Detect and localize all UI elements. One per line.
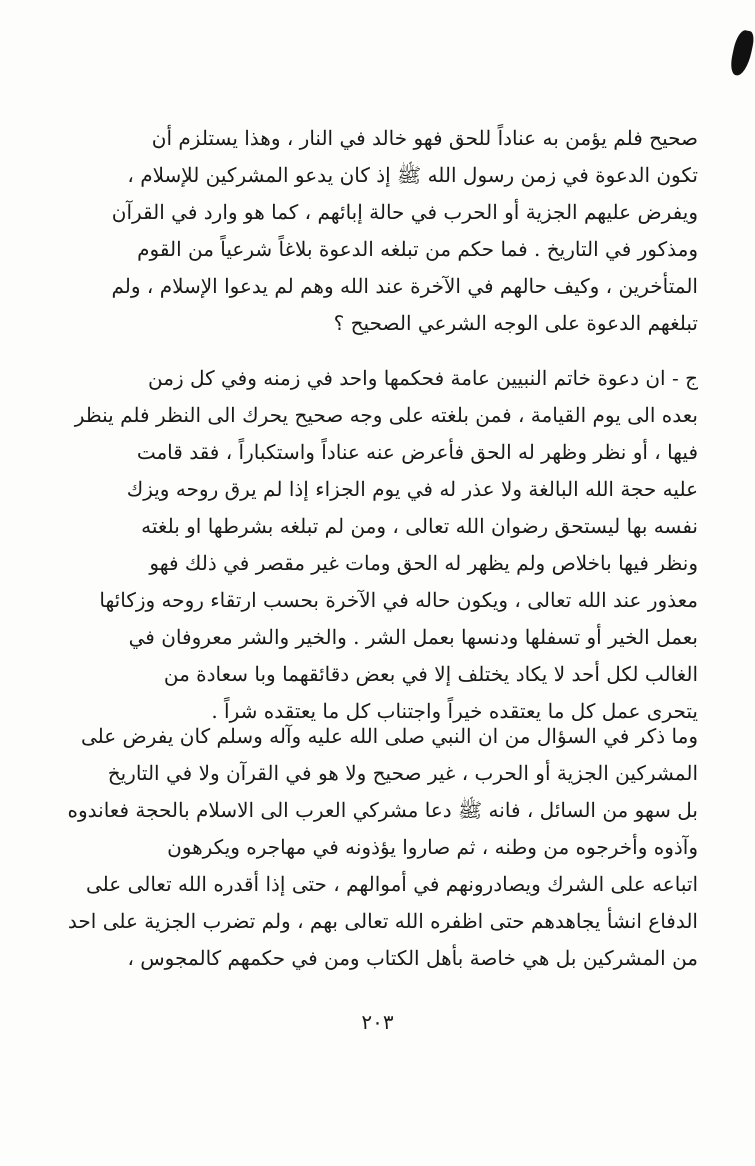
text-line: وآذوه وأخرجوه من وطنه ، ثم صاروا يؤذونه في مهاجره ويكرهون: [167, 835, 698, 859]
text-line: ج - ان دعوة خاتم النبيين عامة فحكمها واحد في زمنه وفي كل زمن: [148, 366, 698, 390]
paragraph-answer: [62, 360, 698, 730]
text-line: يتحرى عمل كل ما يعتقده خيراً واجتناب كل ما يعتقده شراً .: [211, 699, 698, 723]
text-line: اتباعه على الشرك ويصادرونهم في أموالهم ، حتى إذا أقدره الله تعالى على: [85, 872, 698, 896]
page-number: ٢٠٣: [361, 1010, 394, 1034]
text-line: المتأخرين ، وكيف حالهم في الآخرة عند الله وهم لم يدعوا الإسلام ، ولم: [111, 274, 698, 298]
text-line: فيها ، أو نظر وظهر له الحق فأعرض عنه عناداً واستكباراً ، فقد قامت: [136, 440, 698, 464]
text-line: ومذكور في التاريخ . فما حكم من تبلغه الدعوة بلاغاً شرعياً من القوم: [137, 237, 698, 261]
paragraph-question: [62, 120, 698, 342]
text-line: نفسه بها ليستحق رضوان الله تعالى ، ومن لم تبلغه بشرطها او بلغته: [141, 514, 698, 538]
text-line: عليه حجة الله البالغة ولا عذر له في يوم الجزاء إذا لم يرق روحه ويزك: [126, 477, 698, 501]
text-line: بعمل الخير أو تسفلها ودنسها بعمل الشر . والخير والشر معروفان في: [128, 625, 698, 649]
text-line: المشركين الجزية أو الحرب ، غير صحيح ولا هو في القرآن ولا في التاريخ: [107, 761, 698, 785]
text-line: بعده الى يوم القيامة ، فمن بلغته على وجه صحيح يحرك الى النظر فلم ينظر: [74, 403, 698, 427]
text-line: بل سهو من السائل ، فانه ﷺ دعا مشركي العرب الى الاسلام بالحجة فعاندوه: [67, 798, 698, 822]
text-line: تبلغهم الدعوة على الوجه الشرعي الصحيح ؟: [333, 311, 698, 335]
scan-edge-mark: [728, 29, 755, 78]
text-line: صحيح فلم يؤمن به عناداً للحق فهو خالد في النار ، وهذا يستلزم أن: [151, 126, 698, 150]
text-line: تكون الدعوة في زمن رسول الله ﷺ إذ كان يدعو المشركين للإسلام ،: [127, 163, 698, 187]
paragraph-correction: [62, 718, 698, 977]
text-line: ونظر فيها باخلاص ولم يظهر له الحق ومات غير مقصر في ذلك فهو: [149, 551, 698, 575]
text-line: معذور عند الله تعالى ، ويكون حاله في الآخرة بحسب ارتقاء روحه وزكائها: [99, 588, 698, 612]
text-line: وما ذكر في السؤال من ان النبي صلى الله عليه وآله وسلم كان يفرض على: [80, 724, 698, 748]
text-line: الغالب لكل أحد لا يكاد يختلف إلا في بعض دقائقهما وبا سعادة من: [163, 662, 698, 686]
text-line: من المشركين بل هي خاصة بأهل الكتاب ومن في حكمهم كالمجوس ،: [127, 946, 698, 970]
text-line: ويفرض عليهم الجزية أو الحرب في حالة إبائهم ، كما هو وارد في القرآن: [111, 200, 698, 224]
text-line: الدفاع انشأ يجاهدهم حتى اظفره الله تعالى بهم ، ولم تضرب الجزية على احد: [67, 909, 698, 933]
